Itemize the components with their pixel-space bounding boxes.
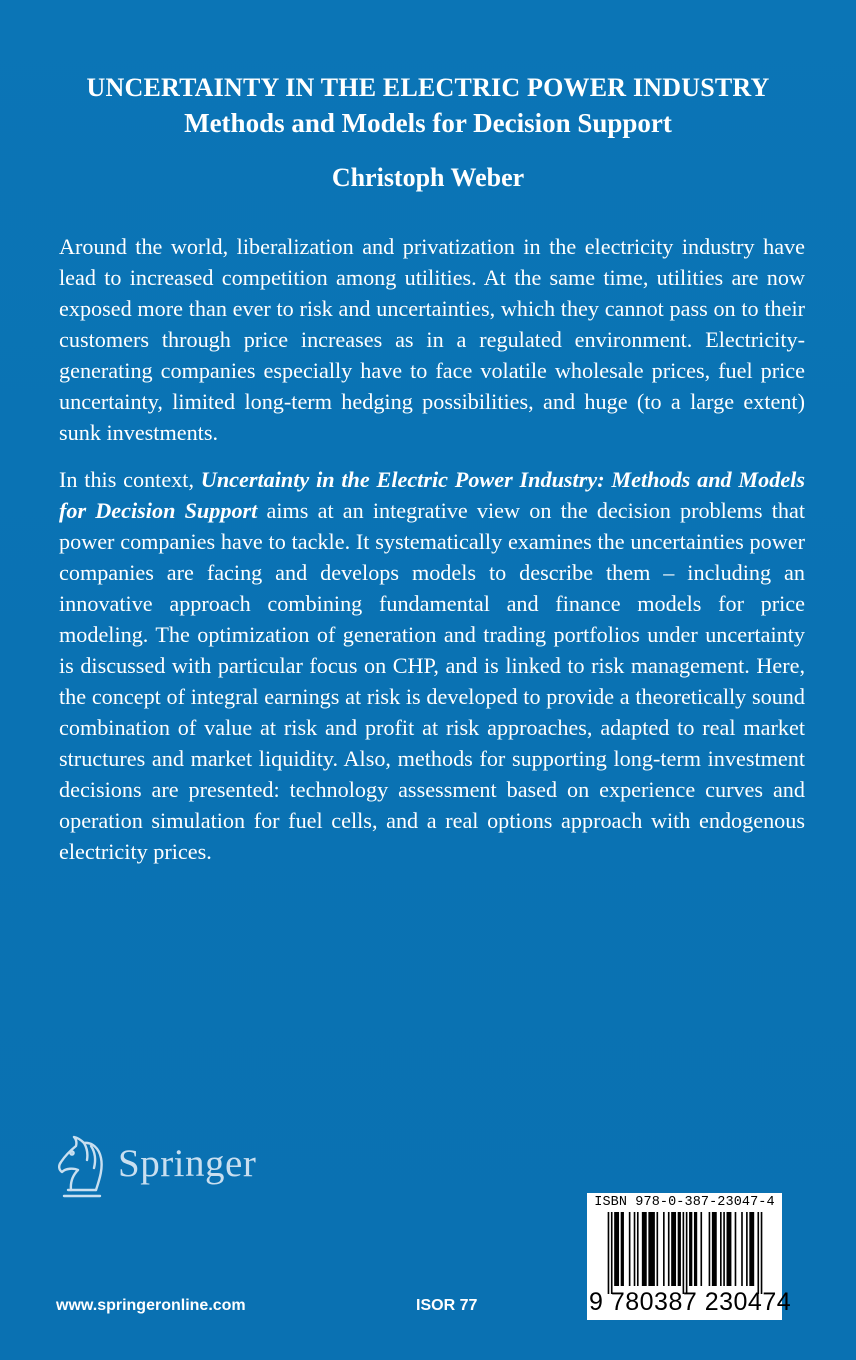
barcode-bar xyxy=(678,1212,681,1286)
barcode-bar xyxy=(634,1212,636,1286)
barcode-bar xyxy=(683,1212,685,1294)
series-number: ISOR 77 xyxy=(416,1297,478,1314)
ean-digits: 9 780387 230474 xyxy=(589,1288,792,1316)
barcode-bar xyxy=(723,1212,725,1286)
paragraph-2-body: aims at an integrative view on the decision problems that power companies have to tackle. It systematically examines the uncertainties power companies are facing and develops models to describe them – including an innovative approach combining fundamental and finance models for price modeling. The optimization of generation and trading portfolios under uncertainty is discussed with particular focus on CHP, and is linked to risk management. Here, the concept of integral earnings at risk is developed to provide a theoretically sound combination of value at risk and profit at risk approaches, adapted to real market structures and market liquidity. Also, methods for supporting long-term investment decisions are presented: technology assessment based on experience curves and operation simulation for fuel cells, and a real options approach with endogenous electricity prices. xyxy=(59,498,805,864)
barcode-bar xyxy=(637,1212,639,1286)
barcode-bar xyxy=(621,1212,624,1286)
barcode-bar xyxy=(727,1212,732,1286)
barcode-bar xyxy=(608,1212,610,1294)
barcode-bars xyxy=(593,1212,777,1294)
barcode-bar xyxy=(648,1212,655,1286)
barcode-bar xyxy=(642,1212,647,1286)
barcode-bar xyxy=(741,1212,743,1286)
barcode-bar xyxy=(735,1212,737,1286)
barcode-bar xyxy=(689,1212,692,1286)
barcode-bar xyxy=(671,1212,676,1286)
barcode-bar xyxy=(663,1212,665,1286)
paragraph-2-intro: In this context, xyxy=(59,467,201,492)
barcode-bar xyxy=(611,1212,613,1294)
barcode-bar xyxy=(746,1212,748,1286)
barcode-bar xyxy=(761,1212,763,1294)
barcode-bar xyxy=(629,1212,631,1286)
springer-logo xyxy=(54,1134,294,1204)
barcode-bar xyxy=(700,1212,702,1286)
barcode-bar xyxy=(720,1212,722,1286)
barcode-bar xyxy=(694,1212,697,1286)
barcode-bar xyxy=(686,1212,688,1294)
barcode-bar xyxy=(614,1212,619,1286)
book-title: UNCERTAINTY IN THE ELECTRIC POWER INDUSTRY xyxy=(86,73,770,102)
description-paragraph-2 xyxy=(59,464,805,867)
barcode-bar xyxy=(757,1212,759,1294)
book-subtitle: Methods and Models for Decision Support xyxy=(184,108,672,138)
book-author: Christoph Weber xyxy=(331,163,525,192)
knight-horse-icon xyxy=(54,1134,110,1200)
paragraph-2-book-title: Uncertainty in the Electric Power Industry: Methods and Models for Decision Support xyxy=(59,467,805,523)
barcode-bar xyxy=(657,1212,659,1286)
description-paragraph-1: Around the world, liberalization and privatization in the electricity industry have lead to increased competition among utilities. At the same time, utilities are now exposed more than ever to risk and uncertainties, which they cannot pass on to their customers through price increases as in a regulated environment. Electricity-generating companies especially have to face volatile wholesale prices, fuel price uncertainty, limited long-term hedging possibilities, and huge (to a large extent) sunk investments. xyxy=(59,234,805,445)
barcode-bar xyxy=(712,1212,717,1286)
barcode-bar xyxy=(749,1212,754,1286)
springer-wordmark: Springer xyxy=(118,1142,257,1185)
isbn-label: ISBN 978-0-387-23047-4 xyxy=(594,1195,775,1210)
publisher-url[interactable]: www.springeronline.com xyxy=(56,1297,246,1314)
isbn-barcode xyxy=(587,1193,792,1320)
barcode-bar xyxy=(709,1212,711,1286)
barcode-bar xyxy=(668,1212,670,1286)
